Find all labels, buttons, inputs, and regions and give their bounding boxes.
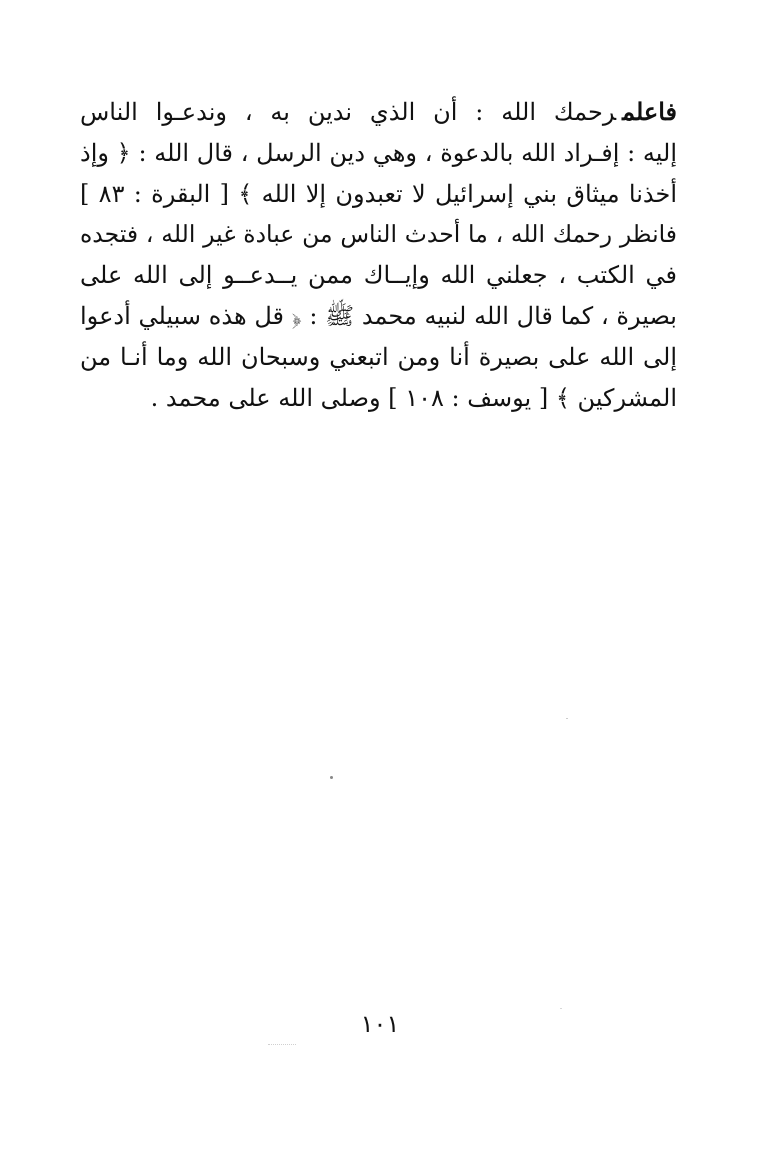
scan-speck [566, 718, 568, 719]
line-text: رحمك الله : أن الذي ندين به ، وندعـوا الناس [80, 98, 617, 126]
text-line-8: المشركين ﴾ [ يوسف : ١٠٨ ] وصلى الله على محمد . [150, 383, 677, 412]
scan-speck [330, 776, 333, 779]
text-line-4: فانظر رحمك الله ، ما أحدث الناس من عبادة غير الله ، فتجده [80, 220, 677, 249]
scan-speck [560, 1008, 562, 1009]
text-line-5: في الكتب ، جعلني الله وإيــاك ممن يــدعــو إلى الله على [80, 261, 677, 290]
text-line-2: إليه : إفـراد الله بالدعوة ، وهي دين الرسل ، قال الله : ﴿ وإذ [80, 138, 677, 167]
body-paragraph [80, 92, 677, 418]
text-line-1 [80, 92, 677, 133]
page-number: ١٠١ [360, 1010, 400, 1038]
scan-dots [268, 1044, 296, 1046]
text-line-7: إلى الله على بصيرة أنا ومن اتبعني وسبحان الله وما أنـا من [80, 342, 677, 371]
text-line-3: أخذنا ميثاق بني إسرائيل لا تعبدون إلا الله ﴾ [ البقرة : ٨٣ ] [80, 179, 677, 208]
lead-word: فاعلم [622, 97, 677, 126]
text-line-6: بصيرة ، كما قال الله لنبيه محمد ﷺ : ﴿ قل هذه سبيلي أدعوا [80, 301, 677, 330]
